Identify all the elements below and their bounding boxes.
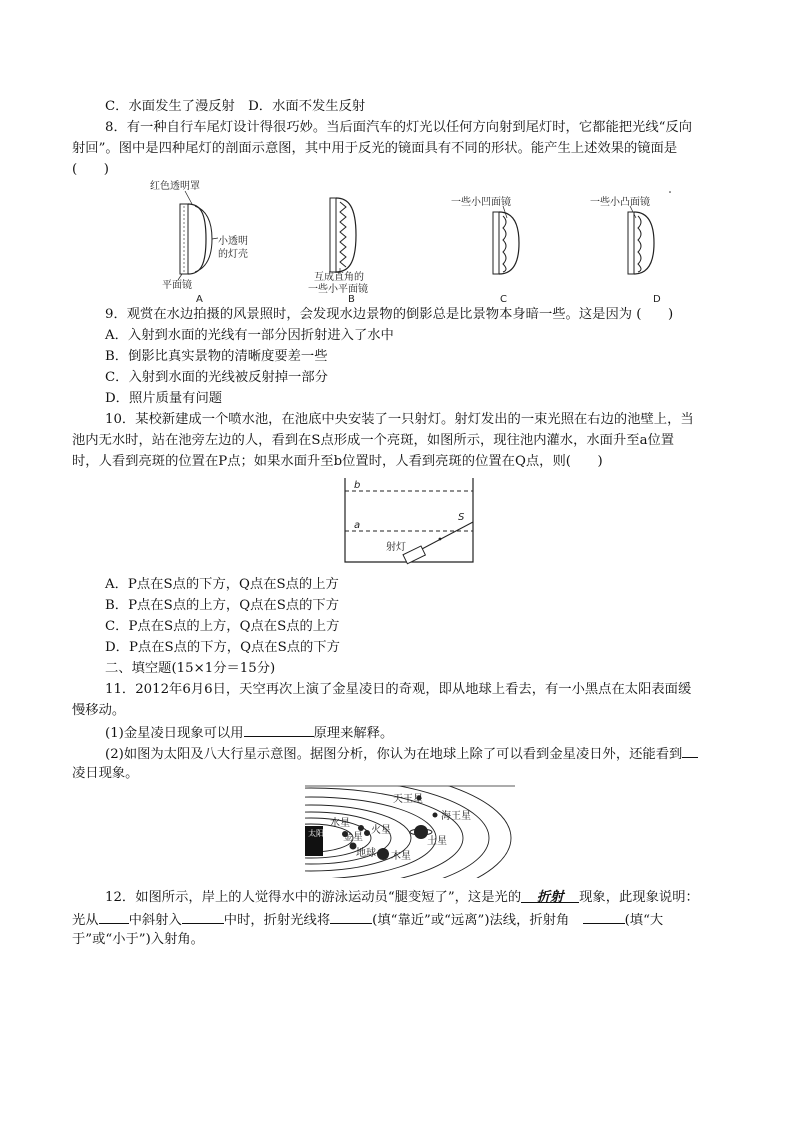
q11-sub2-text: (2)如图为太阳及八大行星示意图。据图分析，你认为在地球上除了可以看到金星凌日外，还能看到 [105,747,683,762]
q10-stem-line3: 时，人看到亮斑的位置在P点；如果水面升至b位置时，人看到亮斑的位置在Q点，则( ) [72,454,603,469]
q11-stem-line2: 慢移动。 [72,703,126,718]
q11-sub1 [105,722,393,744]
q9-option-b: B．倒影比真实景物的清晰度要差一些 [105,349,328,364]
q10-level-a: a [354,520,361,531]
fig-a-label-cover: 红色透明罩 [150,181,200,192]
fig-b-label2: 一些小平面镜 [308,284,368,295]
q11-sub1-pre: (1)金星凌日现象可以用 [105,726,244,741]
q11-sub2-line1 [105,743,698,765]
sun-label: 太阳 [308,829,324,838]
q11-sub1-post: 原理来解释。 [313,726,394,741]
q12-line3: 于”或“小于”)入射角。 [72,932,204,947]
fig-a-label-shell1: 小透明 [218,236,248,247]
q11-blank-2[interactable] [682,743,698,758]
q10-stem-line2: 池内无水时，站在池旁左边的人，看到在S点形成一个亮斑，如图所示，现往池内灌水，水面升至a位置 [72,433,675,448]
q12-answer-blank[interactable]: 折射 [521,888,579,903]
q8-figure-c [445,176,565,306]
mars-label: 火星 [371,825,391,836]
q8-stem-line3: ( ) [72,162,109,177]
fig-c-label: 一些小凹面镜 [451,197,511,208]
q10-pool-figure [340,476,480,568]
q10-lamp-label: 射灯 [386,542,406,553]
uranus-label: 天王星 [393,794,423,805]
q12-stem: 12．如图所示，岸上的人觉得水中的游泳运动员“腿变短了”，这是光的 [105,890,522,905]
q12-text-b: 中斜射入 [128,913,182,928]
earth-label: 地球 [356,848,376,859]
fig-b-letter: B [348,294,355,305]
fig-c-letter: C [500,294,507,305]
q12-text-e: (填“大 [624,913,664,928]
fig-a-label-mirror: 平面镜 [162,280,192,291]
q11-stem-line1: 11．2012年6月6日，天空再次上演了金星凌日的奇观，即从地球上看去，有一小黑点在太阳表面缓 [105,682,692,697]
q12-line1 [105,888,699,908]
q10-option-b: B．P点在S点的上方，Q点在S点的下方 [105,598,339,613]
saturn-label: 土星 [427,836,447,847]
q12-blank-medium1[interactable] [99,909,129,924]
q7-options: C．水面发生了漫反射 D．水面不发生反射 [105,99,366,114]
q8-figure-d [590,176,710,306]
q9-stem: 9．观赏在水边拍摄的风景照时，会发现水边景物的倒影总是比景物本身暗一些。这是因为 ( ) [105,307,674,322]
venus-label: 金星 [343,832,363,843]
fig-d-letter: D [653,294,661,305]
q10-option-d: D．P点在S点的下方，Q点在S点的下方 [105,640,340,655]
q12-blank-angle[interactable] [583,909,625,924]
q12-blank-direction[interactable] [330,909,372,924]
q10-stem-line1: 10．某校新建成一个喷水池，在池底中央安装了一只射灯。射灯发出的一束光照在右边的池壁上，当 [105,412,694,427]
q8-figure-b [300,176,410,306]
q9-option-a: A．入射到水面的光线有一部分因折射进入了水中 [105,328,394,343]
neptune-label: 海王星 [441,811,471,822]
q12-text-a: 光从 [72,913,99,928]
q8-figure-a [140,176,270,306]
q11-sub2-line2: 凌日现象。 [72,766,139,781]
q12-stem-post: 现象，此现象说明： [579,890,699,905]
q11-blank-1[interactable] [244,722,314,737]
fig-a-label-shell2: 的灯壳 [218,249,248,260]
fig-a-letter: A [196,294,203,305]
q12-text-d: (填“靠近”或“远离”)法线，折射角 [372,913,570,928]
jupiter-label: 木星 [391,851,411,862]
section-heading-fill-in: 二、填空题(15×1分＝15分) [105,661,276,676]
q8-stem-line2: 射回”。图中是四种尾灯的剖面示意图，其中用于反光的镜面具有不同的形状。能产生上述效果的镜面是 [72,141,678,156]
q10-option-c: C．P点在S点的上方，Q点在S点的上方 [105,619,340,634]
q12-text-c: 中时，折射光线将 [223,913,331,928]
q9-option-c: C．入射到水面的光线被反射掉一部分 [105,370,328,385]
q10-point-s: S [458,512,465,523]
q10-option-a: A．P点在S点的下方，Q点在S点的上方 [105,577,339,592]
q9-option-d: D．照片质量有问题 [105,391,223,406]
mercury-label: 水星 [330,818,350,829]
q12-blank-medium2[interactable] [182,909,224,924]
fig-b-label1: 互成直角的 [314,272,364,283]
q8-stem-line1: 8．有一种自行车尾灯设计得很巧妙。当后面汽车的灯光以任何方向射到尾灯时，它都能把光线“反向 [105,120,693,135]
q11-solar-system-figure [305,786,515,878]
q12-line2 [72,909,663,931]
q10-level-b: b [354,480,361,491]
fig-d-label: 一些小凸面镜 [590,197,650,208]
